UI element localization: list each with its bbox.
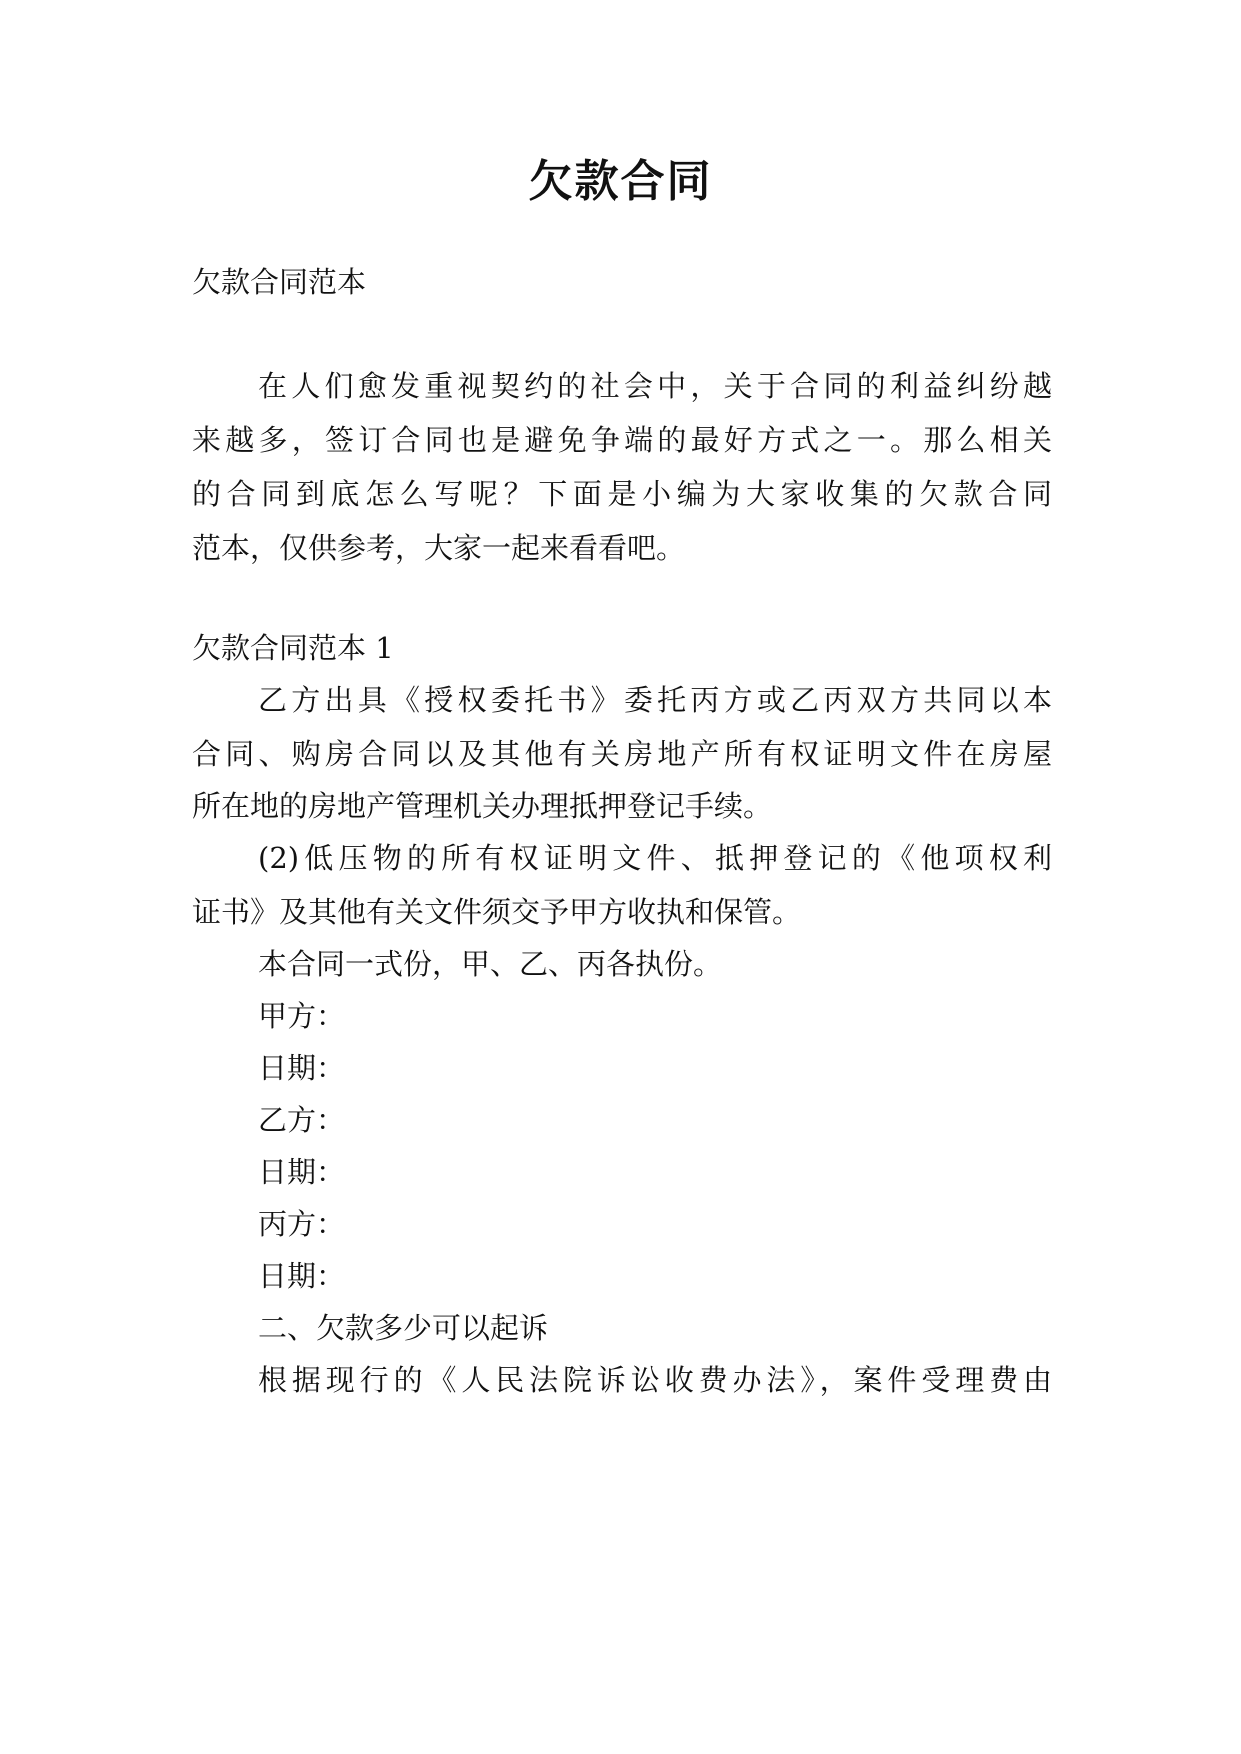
signature-date-c: 日期： — [258, 1259, 346, 1293]
para-1-line-3: 所在地的房地产管理机关办理抵押登记手续。 — [192, 789, 773, 823]
intro-line-4: 范本，仅供参考，大家一起来看看吧。 — [192, 531, 686, 565]
para-4: 根据现行的《人民法院诉讼收费办法》，案件受理费由 — [258, 1363, 1052, 1397]
signature-date-a: 日期： — [258, 1051, 346, 1085]
section-2-heading: 二、欠款多少可以起诉 — [258, 1311, 549, 1345]
para-3: 本合同一式份，甲、乙、丙各执份。 — [258, 947, 723, 981]
signature-party-a: 甲方： — [258, 999, 346, 1033]
signature-party-b: 乙方： — [258, 1103, 346, 1137]
intro-line-3: 的合同到底怎么写呢？下面是小编为大家收集的欠款合同 — [192, 477, 1052, 511]
para-1-line-2: 合同、购房合同以及其他有关房地产所有权证明文件在房屋 — [192, 737, 1052, 771]
para-2-line-1: (2)低压物的所有权证明文件、抵押登记的《他项权利 — [258, 841, 1052, 875]
para-2-line-2: 证书》及其他有关文件须交予甲方收执和保管。 — [192, 895, 802, 929]
para-1-line-1: 乙方出具《授权委托书》委托丙方或乙丙双方共同以本 — [258, 683, 1052, 717]
document-title: 欠款合同 — [528, 156, 713, 207]
section-1-heading: 欠款合同范本 1 — [192, 631, 394, 665]
signature-date-b: 日期： — [258, 1155, 346, 1189]
signature-party-c: 丙方： — [258, 1207, 346, 1241]
subtitle: 欠款合同范本 — [192, 265, 367, 299]
intro-line-2: 来越多，签订合同也是避免争端的最好方式之一。那么相关 — [192, 423, 1052, 457]
intro-line-1: 在人们愈发重视契约的社会中，关于合同的利益纠纷越 — [258, 369, 1052, 403]
